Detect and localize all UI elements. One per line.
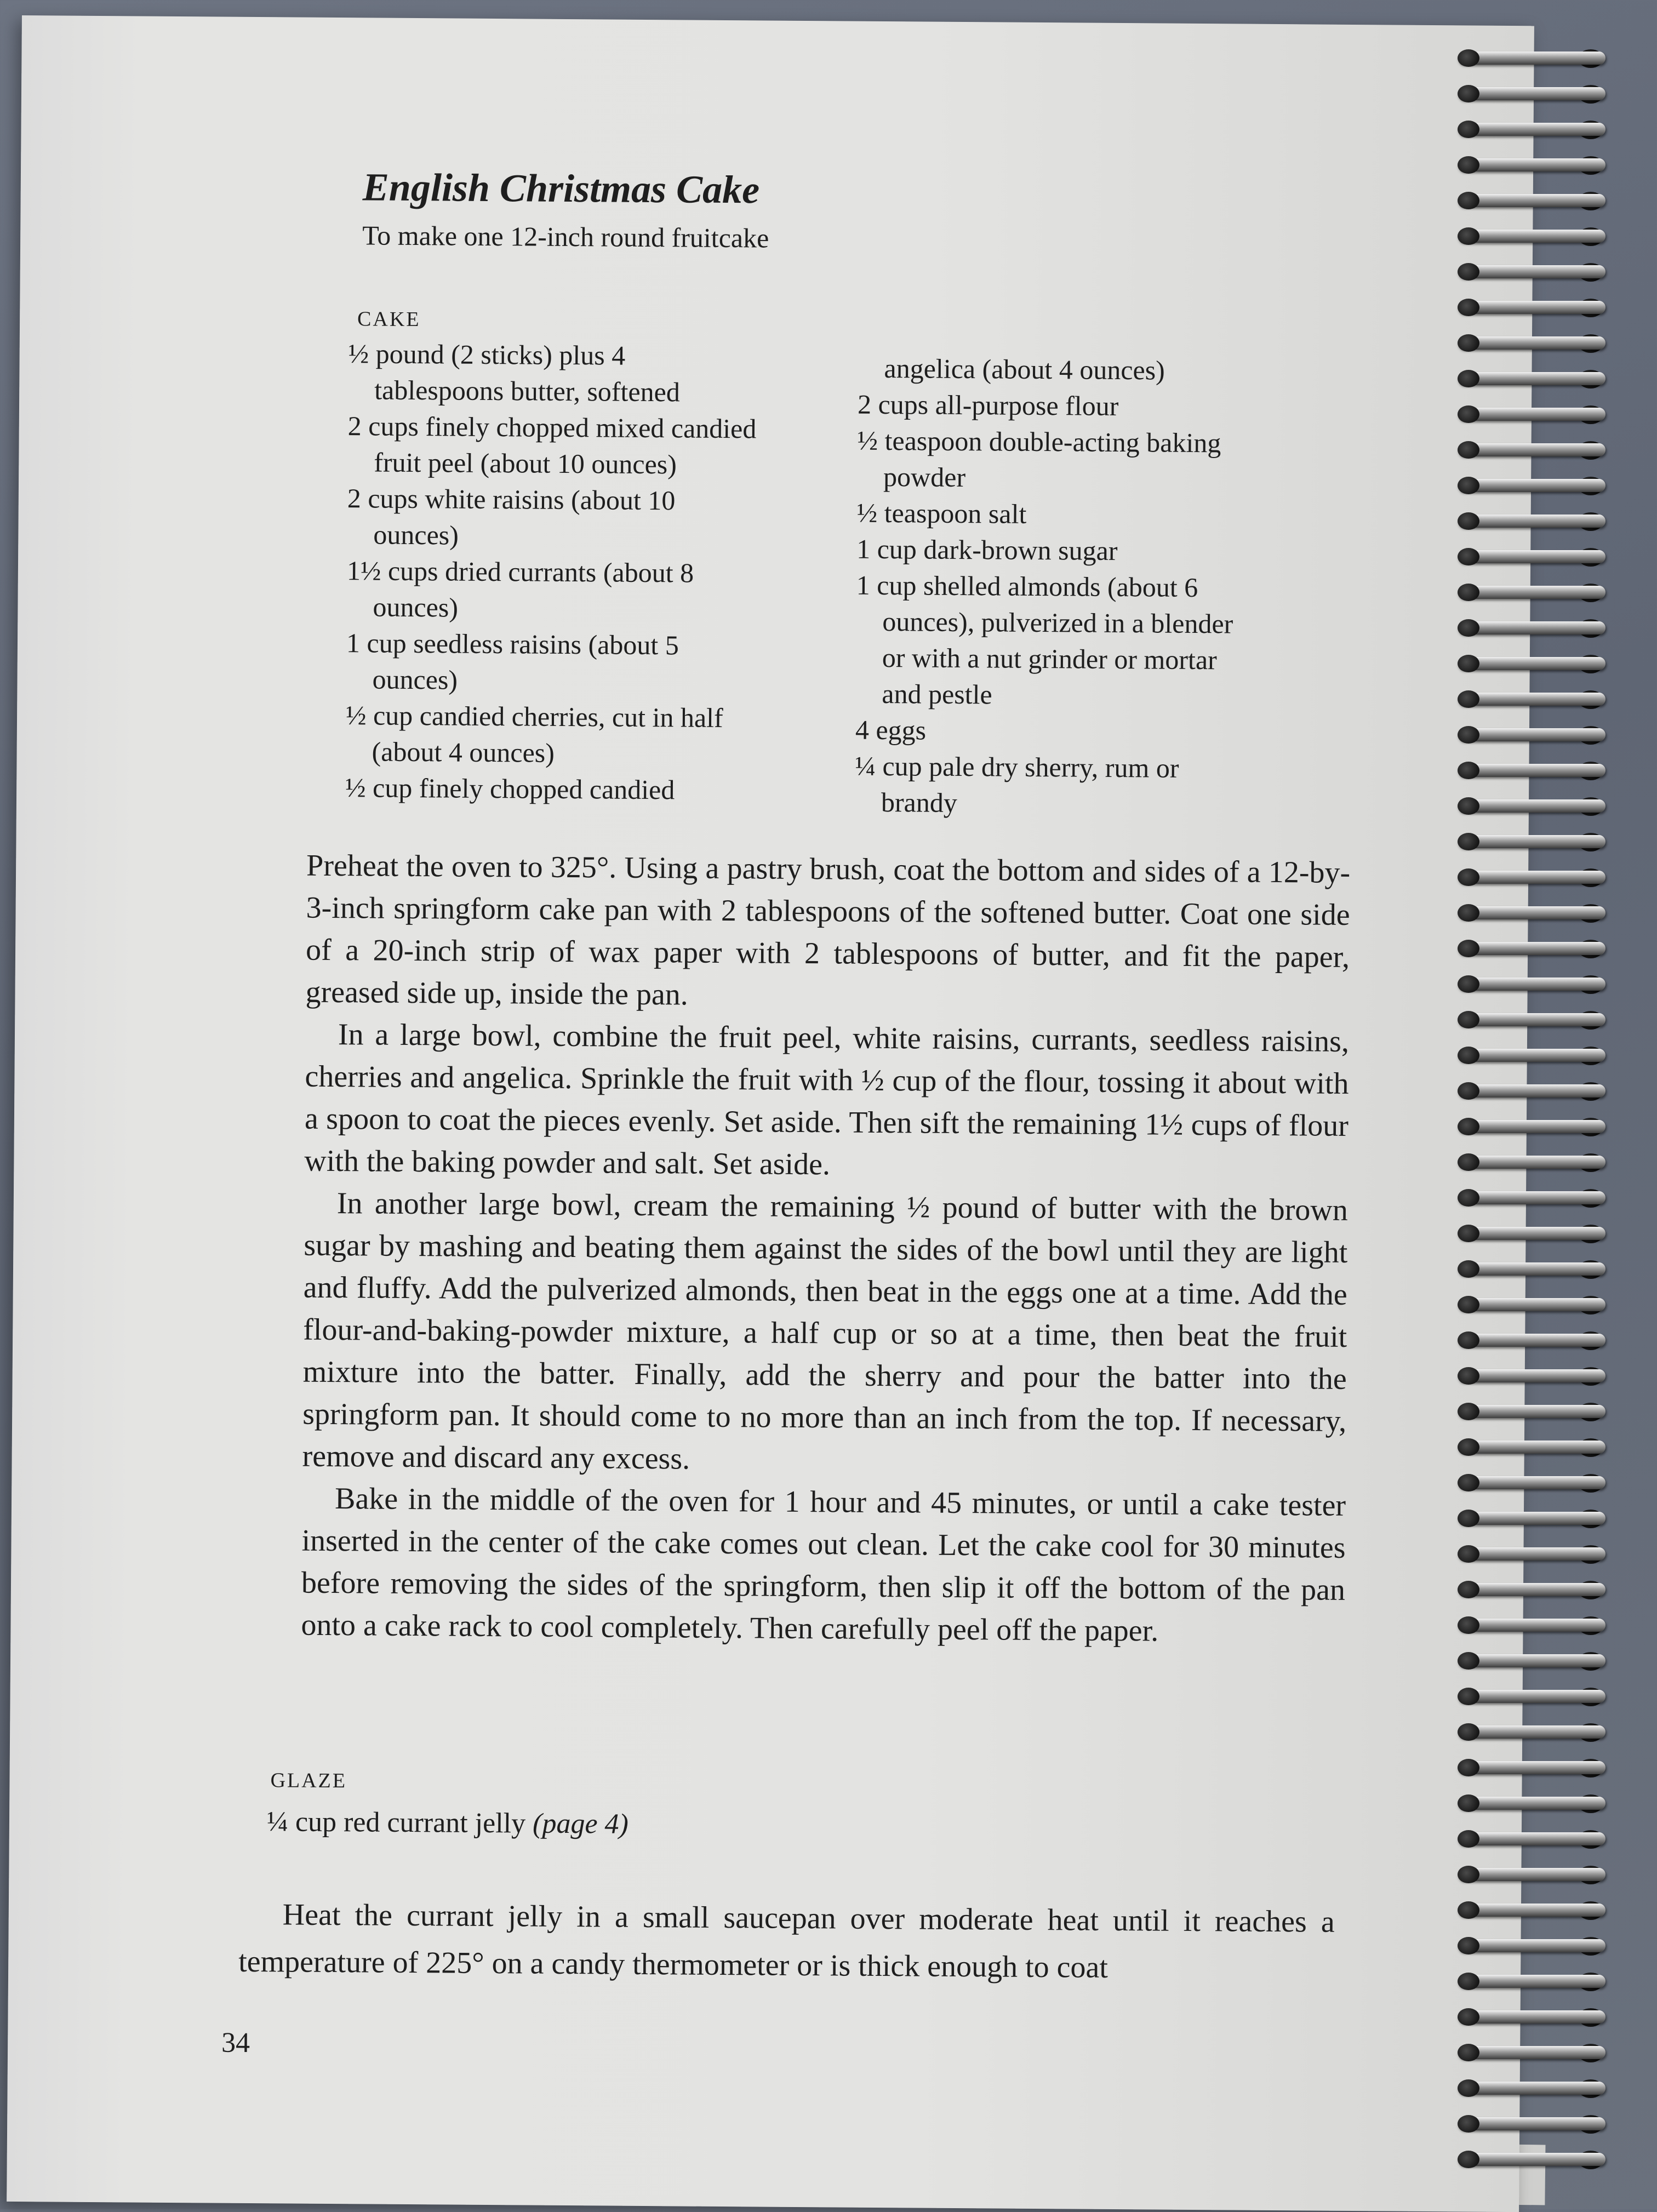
spiral-coil <box>1458 405 1616 424</box>
spiral-coil <box>1458 1153 1616 1172</box>
spiral-coil <box>1458 1260 1616 1279</box>
spiral-coil <box>1458 619 1616 638</box>
recipe-title: English Christmas Cake <box>362 165 760 212</box>
page-number: 34 <box>221 2027 250 2059</box>
glaze-ingredient <box>267 1805 628 1841</box>
spiral-coil <box>1458 1545 1616 1564</box>
spiral-coil <box>1458 299 1616 317</box>
spiral-coil <box>1458 85 1616 104</box>
ingredient-line: ½ cup finely chopped candied <box>345 772 675 805</box>
ingredient-line: 1 cup shelled almonds (about 6 <box>856 569 1198 603</box>
spiral-coil <box>1458 975 1616 994</box>
spiral-coil <box>1458 1901 1616 1920</box>
ingredient-line: fruit peel (about 10 ounces) <box>374 447 677 480</box>
spiral-coil <box>1458 227 1616 246</box>
ingredient-line: ½ cup candied cherries, cut in half <box>345 700 723 733</box>
spiral-coil <box>1458 192 1616 210</box>
spiral-coil <box>1458 762 1616 780</box>
ingredient-line: (about 4 ounces) <box>372 736 555 768</box>
cake-ingredients-left <box>345 335 853 809</box>
spiral-coil <box>1458 1011 1616 1030</box>
ingredient-line: ounces) <box>372 664 458 695</box>
cake-section-label: CAKE <box>357 307 421 331</box>
spiral-coil <box>1458 1331 1616 1350</box>
spiral-coil <box>1458 904 1616 923</box>
spiral-coil <box>1458 334 1616 353</box>
spiral-coil <box>1458 1937 1616 1956</box>
ingredient-line: ½ teaspoon salt <box>856 497 1027 529</box>
instruction-paragraph: In another large bowl, cream the remaining ½ pound of butter with the brown sugar by mashing and beating them against the sides of the bowl until they are light and fluffy. Add the pulverized almonds, then beat in the eggs one at a time. Add the flour-and-baking-powder mixture, a half cup or so at a time, then beat the fruit mixture into the batter. Finally, add the sherry and pour the batter into the springform pan. It should come to no more than an inch from the top. If necessary, remove and discard any excess. <box>302 1186 1349 1476</box>
ingredient-line: or with a nut grinder or mortar <box>882 642 1217 676</box>
spiral-coil <box>1458 1759 1616 1777</box>
page-reference: (page 4) <box>532 1808 629 1840</box>
ingredient-line: 2 cups white raisins (about 10 <box>347 483 676 516</box>
spiral-coil <box>1458 1688 1616 1706</box>
spiral-binding <box>1447 49 1633 2203</box>
ingredient-line: 2 cups finely chopped mixed candied <box>347 410 757 444</box>
spiral-coil <box>1458 1510 1616 1528</box>
spiral-coil <box>1458 1973 1616 1991</box>
spiral-coil <box>1458 1438 1616 1457</box>
spiral-coil <box>1458 1474 1616 1493</box>
spiral-coil <box>1458 868 1616 887</box>
spiral-coil <box>1458 156 1616 175</box>
spiral-coil <box>1458 655 1616 673</box>
spiral-coil <box>1458 263 1616 282</box>
spiral-coil <box>1458 1403 1616 1421</box>
spiral-coil <box>1458 1830 1616 1849</box>
spiral-coil <box>1458 477 1616 495</box>
spiral-coil <box>1458 1118 1616 1136</box>
cake-instructions <box>301 845 1350 1654</box>
spiral-coil <box>1458 1581 1616 1599</box>
spiral-coil <box>1458 2151 1616 2169</box>
cookbook-page <box>7 15 1534 2212</box>
ingredient-line: and pestle <box>882 678 992 710</box>
spiral-coil <box>1458 584 1616 602</box>
spiral-coil <box>1458 833 1616 851</box>
spiral-coil <box>1458 49 1616 68</box>
ingredient-line: brandy <box>881 786 958 818</box>
ingredient-line: ounces) <box>373 591 459 623</box>
spiral-coil <box>1458 2044 1616 2062</box>
instruction-paragraph: In a large bowl, combine the fruit peel, white raisins, currants, seedless raisins, cherries and angelica. Sprinkle the fruit with ½ cup of the flour, tossing it about with a spoon to coat the pieces evenly. Set aside. Then sift the remaining 1½ cups of flour with the baking powder and salt. Set aside. <box>304 1018 1350 1182</box>
spiral-coil <box>1458 2079 1616 2098</box>
glaze-ingredient-text: ¼ cup red currant jelly <box>266 1806 526 1839</box>
ingredient-line: angelica (about 4 ounces) <box>884 353 1165 386</box>
spiral-coil <box>1458 1189 1616 1208</box>
ingredient-line: ¼ cup pale dry sherry, rum or <box>855 750 1179 784</box>
ingredient-line: ounces) <box>373 519 459 551</box>
spiral-coil <box>1458 1723 1616 1742</box>
instruction-paragraph: Preheat the oven to 325°. Using a pastry brush, coat the bottom and sides of a 12-by-3-inch springform cake pan with 2 tablespoons of the softened butter. Coat one side of a 20-inch strip of wax paper with 2 tablespoons of butter, and fit the paper, greased side up, inside the pan. <box>305 848 1351 1012</box>
spiral-coil <box>1458 726 1616 745</box>
instruction-paragraph: Bake in the middle of the oven for 1 hour and 45 minutes, or until a cake tester inserted in the center of the cake comes out clean. Let the cake cool for 30 minutes before removing the sides of the springform, then slip it off the bottom of the pan onto a cake rack to cool completely. Then carefully peel off the paper. <box>301 1482 1346 1648</box>
ingredient-line: tablespoons butter, softened <box>374 374 681 408</box>
spiral-coil <box>1458 1866 1616 1884</box>
spiral-coil <box>1458 1225 1616 1243</box>
spiral-coil <box>1458 121 1616 139</box>
spiral-coil <box>1458 797 1616 816</box>
spiral-coil <box>1458 1616 1616 1635</box>
ingredient-line: 1 cup dark-brown sugar <box>856 533 1118 566</box>
ingredient-line: ½ pound (2 sticks) plus 4 <box>348 338 626 371</box>
glaze-instructions: Heat the currant jelly in a small saucepan over moderate heat until it reaches a temperature of 225° on a candy thermometer or is thick enough to coat <box>238 1897 1335 1985</box>
spiral-coil <box>1458 548 1616 567</box>
spiral-coil <box>1458 1794 1616 1813</box>
spiral-coil <box>1458 2115 1616 2134</box>
spiral-coil <box>1458 370 1616 388</box>
cake-ingredients-right <box>855 350 1329 824</box>
ingredient-line: 1 cup seedless raisins (about 5 <box>346 627 679 661</box>
ingredient-line: powder <box>883 461 966 493</box>
glaze-section-label: GLAZE <box>270 1769 347 1793</box>
spiral-coil <box>1458 1082 1616 1101</box>
spiral-coil <box>1458 1047 1616 1065</box>
ingredient-line: ½ teaspoon double-acting baking <box>857 425 1221 459</box>
ingredient-line: 1½ cups dried currants (about 8 <box>346 555 694 588</box>
spiral-coil <box>1458 1367 1616 1386</box>
spiral-coil <box>1458 2008 1616 2027</box>
spiral-coil <box>1458 1652 1616 1671</box>
spiral-coil <box>1458 441 1616 460</box>
ingredient-line: 2 cups all-purpose flour <box>857 388 1119 421</box>
recipe-yield: To make one 12-inch round fruitcake <box>362 220 769 254</box>
spiral-coil <box>1458 512 1616 531</box>
ingredient-line: ounces), pulverized in a blender <box>882 605 1233 639</box>
spiral-coil <box>1458 1296 1616 1314</box>
spiral-coil <box>1458 690 1616 709</box>
spiral-coil <box>1458 940 1616 958</box>
ingredient-line: 4 eggs <box>855 714 927 746</box>
